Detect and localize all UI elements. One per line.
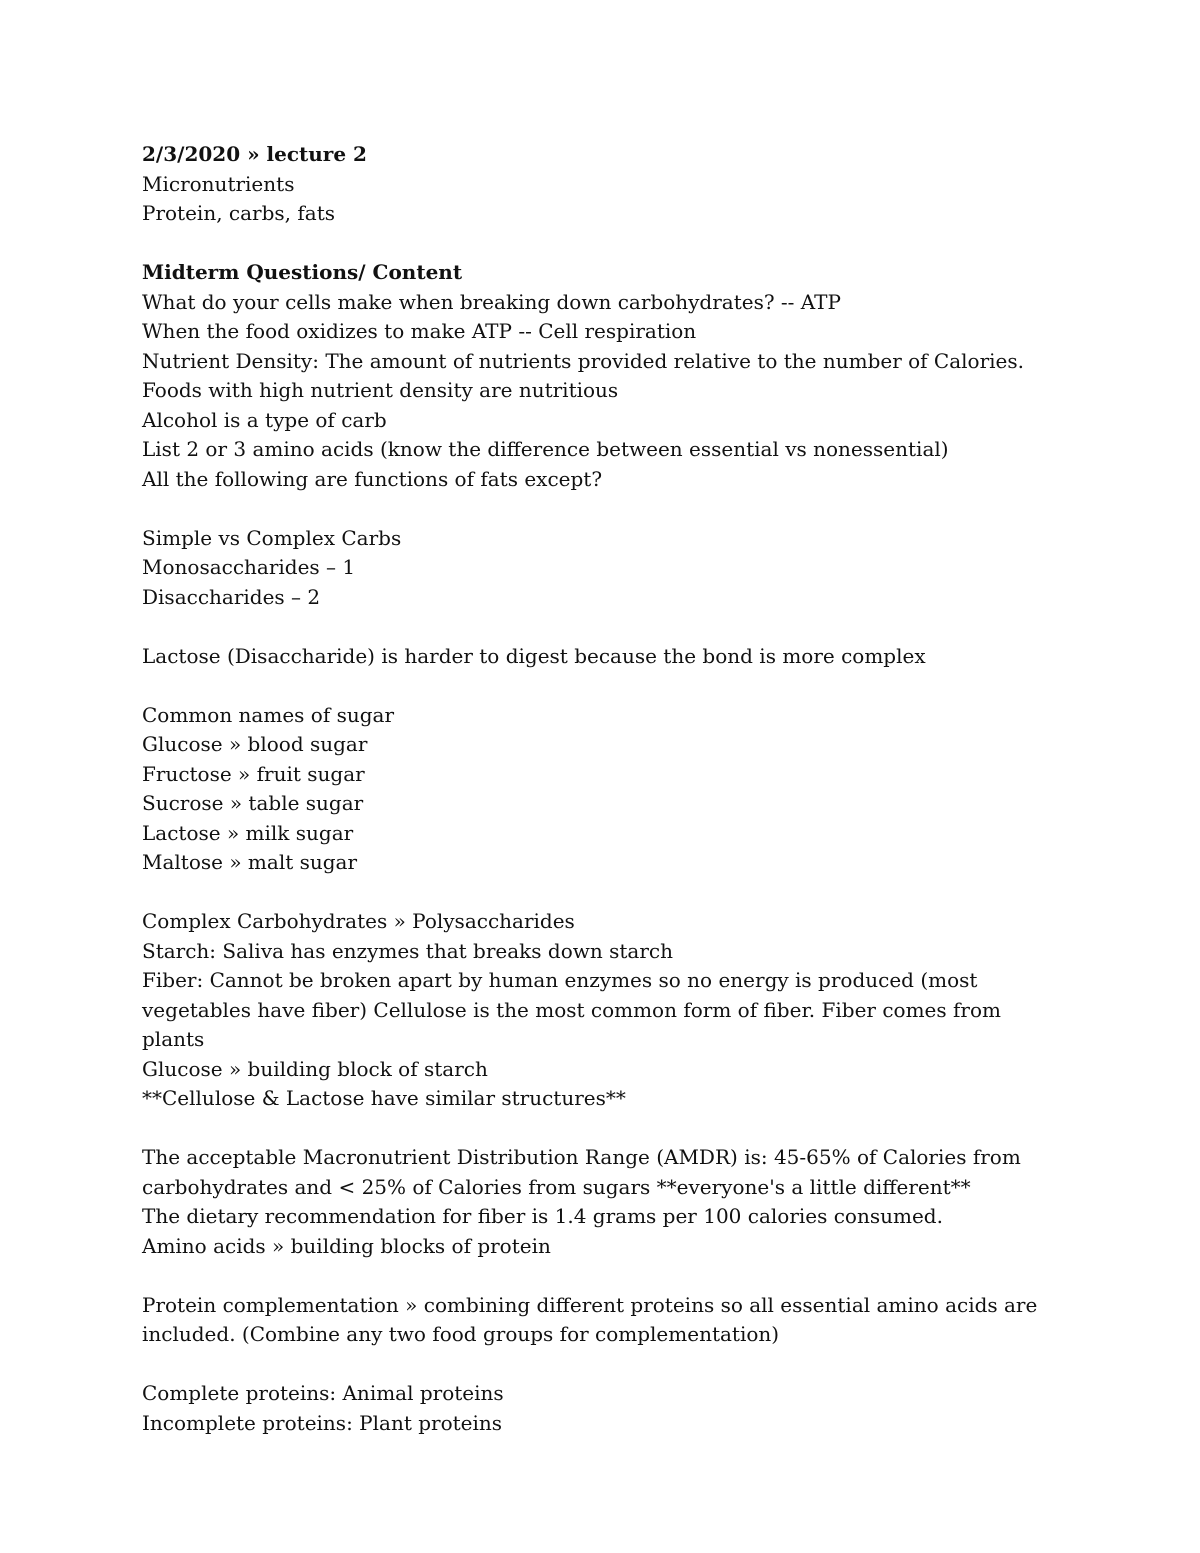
note-line: Starch: Saliva has enzymes that breaks down starch [142,938,673,963]
spacer [142,1114,1062,1144]
note-line: Incomplete proteins: Plant proteins [142,1410,503,1435]
note-line: Disaccharides – 2 [142,584,321,609]
spacer [142,229,1062,259]
note-paragraph: Fiber: Cannot be broken apart by human enzymes so no energy is produced (most vegetables have fiber) Cellulose is the most common form of fiber. Fiber comes from plants [142,968,1001,1051]
topic-line: Micronutrients [142,171,295,196]
note-line: Complex Carbohydrates » Polysaccharides [142,909,575,933]
note-paragraph: The acceptable Macronutrient Distribution Range (AMDR) is: 45-65% of Calories from carbohydrates and < 25% of Calories from sugars **everyone's a little different** [142,1145,1021,1199]
note-line: Glucose » building block of starch [142,1056,488,1081]
note-line: Alcohol is a type of carb [142,407,387,432]
note-line: What do your cells make when breaking down carbohydrates? -- ATP [142,289,841,314]
spacer [142,878,1062,908]
topic-line: Protein, carbs, fats [142,201,336,225]
note-line: Fructose » fruit sugar [142,761,365,786]
note-line: Maltose » malt sugar [142,850,358,874]
note-paragraph: Nutrient Density: The amount of nutrients provided relative to the number of Calories. Foods with high nutrient density are nutritious [142,348,1025,402]
note-line: Lactose (Disaccharide) is harder to digest because the bond is more complex [142,643,926,668]
note-line: Amino acids » building blocks of protein [142,1233,551,1258]
note-line: Glucose » blood sugar [142,732,368,756]
spacer [142,1261,1062,1291]
lecture-title: 2/3/2020 » lecture 2 [142,142,367,166]
note-line: Lactose » milk sugar [142,820,354,845]
note-line: Sucrose » table sugar [142,791,364,815]
spacer [142,1350,1062,1380]
note-line: List 2 or 3 amino acids (know the difference between essential vs nonessential) [142,437,949,461]
note-line: When the food oxidizes to make ATP -- Cell respiration [142,319,697,343]
note-line: The dietary recommendation for fiber is 1.4 grams per 100 calories consumed. [142,1204,943,1228]
note-line: All the following are functions of fats except? [142,466,603,491]
note-line: Complete proteins: Animal proteins [142,1381,504,1405]
note-line: Common names of sugar [142,702,395,727]
note-paragraph: Protein complementation » combining different proteins so all essential amino acids are included. (Combine any two food groups for complementation) [142,1292,1038,1346]
midterm-heading: Midterm Questions/ Content [142,260,463,284]
document-page [142,140,1062,1438]
note-line: Simple vs Complex Carbs [142,525,402,550]
spacer [142,671,1062,701]
note-line: **Cellulose & Lactose have similar structures** [142,1086,626,1110]
spacer [142,494,1062,524]
spacer [142,612,1062,642]
note-line: Monosaccharides – 1 [142,555,356,579]
